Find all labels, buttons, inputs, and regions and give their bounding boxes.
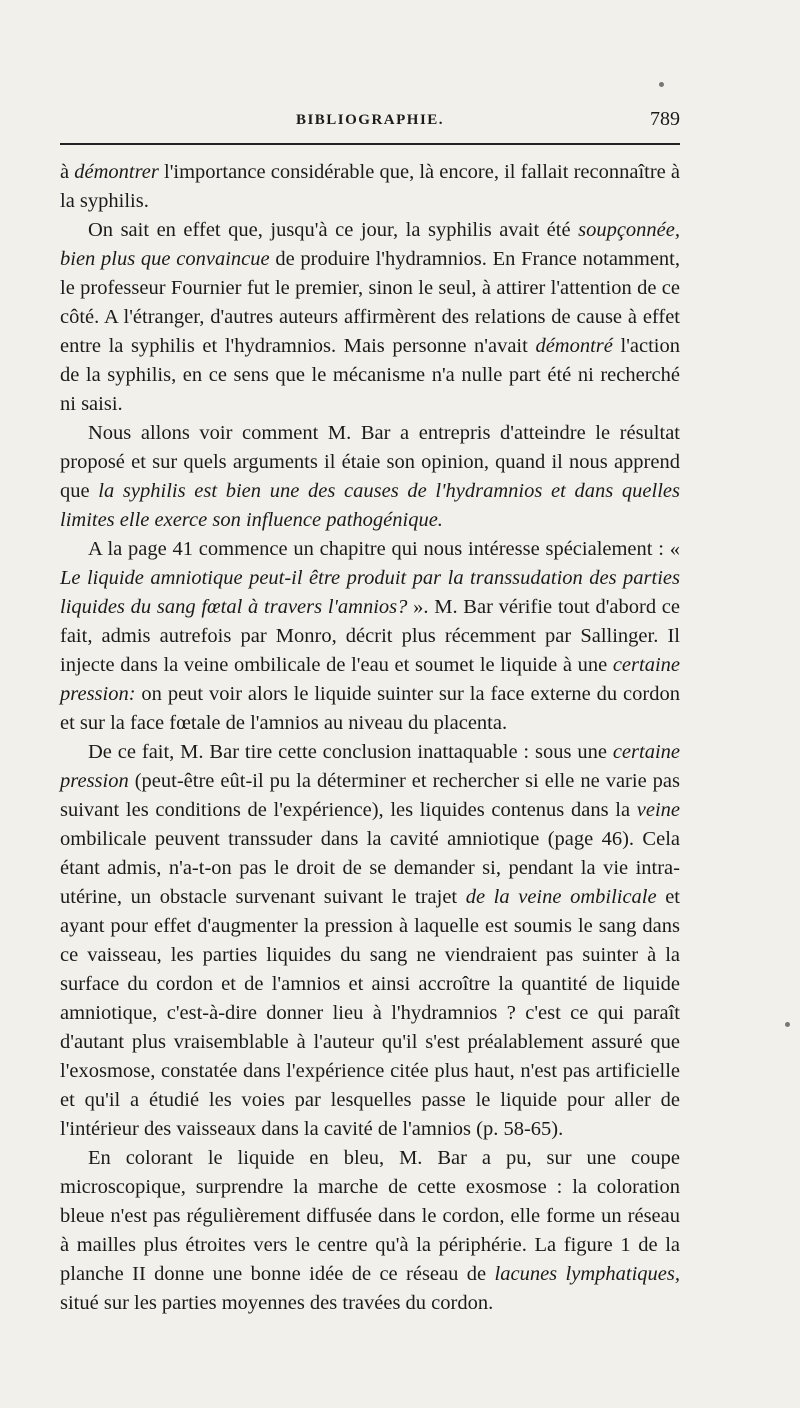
text-run: On sait en effet que, jusqu'à ce jour, la syphilis avait été bbox=[88, 219, 579, 241]
italic-text-run: démontré bbox=[535, 335, 613, 357]
text-run: ombilicale peuvent transsuder dans la cavité amniotique (page 46). Cela étant admis, n'a-t-on pas le droit de se demander si, pendant la vie intra-utérine, un obstacle survenant suivant le trajet bbox=[60, 828, 680, 908]
text-run: l'action de la syphilis, en ce sens que le mécanisme n'a nulle part été ni recherché ni saisi. bbox=[60, 335, 680, 415]
text-run: En colorant le liquide en bleu, M. Bar a pu, sur une coupe microscopique, surprendre la marche de cette exosmose : la coloration bleue n'est pas régulièrement diffusée dans le cordon, elle forme un réseau à mailles plus étroites vers le centre qu'à la périphérie. La figure 1 de la planche II donne une bonne idée de ce réseau de bbox=[60, 1147, 680, 1285]
text-run: l'importance considérable que, là encore, il fallait reconnaître à la syphilis. bbox=[60, 161, 680, 212]
text-run: (peut-être eût-il pu la déterminer et rechercher si elle ne varie pas suivant les conditions de l'expérience), les liquides contenus dans la bbox=[60, 770, 680, 821]
paragraph bbox=[60, 216, 680, 419]
text-run: situé sur les parties moyennes des travées du cordon. bbox=[60, 1292, 494, 1314]
text-run: on peut voir alors le liquide suinter sur la face externe du cordon et sur la face fœtale de l'amnios au niveau du placenta. bbox=[60, 683, 680, 734]
text-run: De ce fait, M. Bar tire cette conclusion inattaquable : sous une bbox=[88, 741, 613, 763]
italic-text-run: lacunes lymphatiques, bbox=[494, 1263, 680, 1285]
italic-text-run: certaine pression bbox=[60, 741, 680, 792]
text-run: de produire l'hydramnios. En France notamment, le professeur Fournier fut le premier, sinon le seul, à attirer l'attention de ce côté. A l'étranger, d'autres auteurs affirmèrent des relations de cause à effet entre la syphilis et l'hydramnios. Mais personne n'avait bbox=[60, 248, 680, 357]
header-rule bbox=[60, 143, 680, 145]
italic-text-run: soupçonnée, bien plus que convaincue bbox=[60, 219, 680, 270]
running-head: BIBLIOGRAPHIE. bbox=[295, 112, 445, 128]
italic-text-run: de la veine ombilicale bbox=[465, 886, 657, 908]
italic-text-run: Le liquide amniotique peut-il être produit par la transsudation des parties liquides du sang fœtal à travers l'amnios? bbox=[60, 567, 680, 618]
text-run: A la page 41 commence un chapitre qui nous intéresse spécialement : « bbox=[88, 538, 680, 560]
text-run: à bbox=[60, 161, 75, 183]
page-header bbox=[60, 108, 680, 138]
page-number: 789 bbox=[650, 108, 680, 130]
paragraph bbox=[60, 419, 680, 535]
text-run: ». M. Bar vérifie tout d'abord ce fait, admis autrefois par Monro, décrit plus récemment par Sallinger. Il injecte dans la veine ombilicale de l'eau et soumet le liquide à une bbox=[60, 596, 680, 676]
paragraph bbox=[60, 158, 680, 216]
body-text bbox=[60, 158, 680, 1318]
paragraph bbox=[60, 535, 680, 738]
paper-spot bbox=[659, 82, 664, 87]
text-run: Nous allons voir comment M. Bar a entrepris d'atteindre le résultat proposé et sur quels arguments il étaie son opinion, quand il nous apprend que bbox=[60, 422, 680, 502]
text-run: et ayant pour effet d'augmenter la pression à laquelle est soumis le sang dans ce vaisseau, les parties liquides du sang ne viendraient pas suinter à la surface du cordon et de l'amnios et ainsi accroître la quantité de liquide amniotique, c'est-à-dire donner lieu à l'hydramnios ? c'est ce qui paraît d'autant plus vraisemblable à l'auteur qu'il s'est préalablement assuré que l'exosmose, constatée dans l'expérience citée plus haut, n'est pas artificielle et qu'il a étudié les voies par lesquelles passe le liquide pour aller de l'intérieur des vaisseaux dans la cavité de l'amnios (p. 58-65). bbox=[60, 886, 681, 1140]
italic-text-run: certaine pression: bbox=[60, 654, 680, 705]
italic-text-run: démontrer bbox=[74, 161, 159, 183]
paper-spot bbox=[785, 1022, 790, 1027]
paragraph bbox=[60, 738, 680, 1144]
paragraph bbox=[60, 1144, 680, 1318]
italic-text-run: veine bbox=[636, 799, 680, 821]
italic-text-run: la syphilis est bien une des causes de l'hydramnios et dans quelles limites elle exerce son influence pathogénique. bbox=[60, 480, 680, 531]
